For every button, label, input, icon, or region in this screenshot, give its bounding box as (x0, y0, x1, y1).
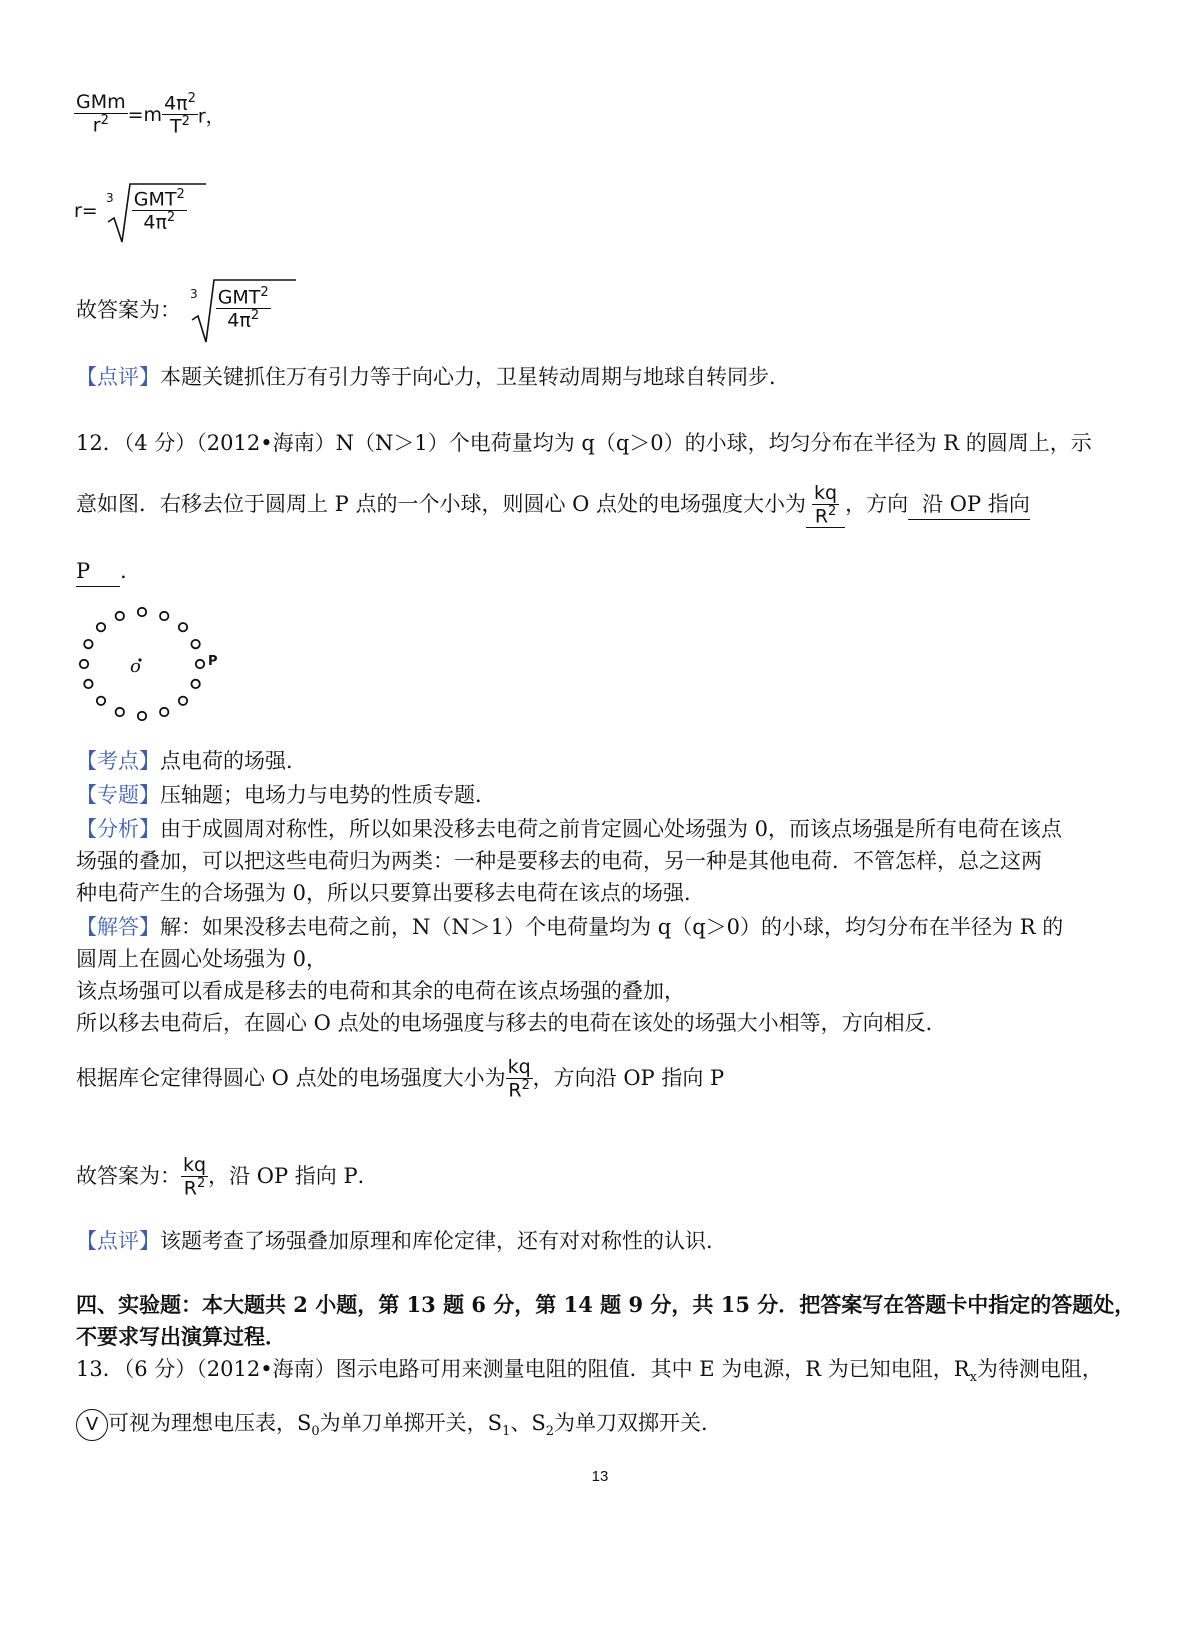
charge-ball (138, 608, 146, 616)
charge-ball (80, 660, 88, 668)
q12-stem-line3: P ． (76, 556, 141, 587)
q12-comment: 【点评】该题考查了场强叠加原理和库伦定律，还有对对称性的认识． (76, 1229, 727, 1253)
charge-ball (84, 680, 92, 688)
q12-fenxi-line1: 【分析】由于成圆周对称性，所以如果没移去电荷之前肯定圆心处场强为 0，而该点场强是所有电荷在该点 (76, 817, 1063, 841)
center-label-o: o (130, 656, 141, 677)
q12-jieda-line1: 【解答】解：如果没移去电荷之前，N（N＞1）个电荷量均为 q（q＞0）的小球，均匀分布在半径为 R 的 (76, 915, 1064, 939)
q13-line1: 13．（6 分）（2012•海南）图示电路可用来测量电阻的阻值．其中 E 为电源，R 为已知电阻，$R_x$为待测电阻， (76, 1357, 1103, 1386)
charge-ball-p (196, 660, 204, 668)
page-number: 13 (591, 1468, 609, 1485)
q11-comment: 【点评】本题关键抓住万有引力等于向心力，卫星转动周期与地球自转同步． (76, 365, 790, 389)
q12-jieda-line2: 圆周上在圆心处场强为 0， (76, 947, 328, 971)
radical-sign-icon (188, 276, 298, 346)
fraction-numerator: GMm (76, 91, 126, 114)
q12-stem-line2: 意如图．右移去位于圆周上 P 点的一个小球，则圆心 O 点处的电场强度大小为 $\frac{kq}{R^2}$ ，方向 沿 OP 指向 (76, 482, 1030, 528)
charge-ball (116, 708, 124, 716)
fraction-gmm-r2: $\frac{\text{GMm}}{r^2}$ (76, 91, 126, 137)
svg-text:3: 3 (189, 287, 198, 301)
charge-ball (179, 697, 187, 705)
charge-ball (138, 712, 146, 720)
q12-stem-line1: 12．（4 分）（2012•海南）N（N＞1）个电荷量均为 q（q＞0）的小球，均匀分布在半径为 R 的圆周上，示 (76, 431, 1092, 455)
charge-ball (191, 640, 199, 648)
cube-root: 3 $\frac{GMT^2}{4\pi^2}$ (104, 188, 187, 234)
section4-heading-line2: 不要求写出演算过程． (76, 1324, 286, 1349)
charge-ball (84, 640, 92, 648)
q12-jieda-line4: 所以移去电荷后，在圆心 O 点处的电场强度与移去的电荷在该处的场强大小相等，方向相反． (76, 1011, 947, 1035)
q12-fenxi-line2: 场强的叠加，可以把这些电荷归为两类：一种是要移去的电荷，另一种是其他电荷．不管怎样，总之这两 (76, 849, 1042, 873)
charge-ball (160, 708, 168, 716)
point-label-p: P (208, 654, 218, 669)
charge-ball (160, 612, 168, 620)
charge-ball (179, 623, 187, 631)
cube-root-answer: 3 $\frac{GMT^2}{4\pi^2}$ (188, 286, 271, 332)
section4-heading-line1: 四、实验题：本大题共 2 小题，第 13 题 6 分，第 14 题 9 分，共 15 分．把答案写在答题卡中指定的答题处， (76, 1292, 1136, 1317)
formula-gravity-equation: $\frac{\text{GMm}}{r^2}$ =m $\frac{4\pi^2}{T^2}$ r， (76, 91, 225, 138)
q12-kaodian: 【考点】点电荷的场强． (76, 749, 307, 773)
fraction-4pi2-t2: $\frac{4\pi^2}{T^2}$ (164, 91, 196, 138)
q12-answer: 故答案为： $\frac{kq}{R^2}$ ，沿 OP 指向 P． (76, 1154, 379, 1200)
q12-fenxi-line3: 种电荷产生的合场强为 0，所以只要算出要移去电荷在该点的场强． (76, 881, 706, 905)
q13-line2: V 可视为理想电压表，$S_0$为单刀单掷开关，$S_1$、$S_2$为单刀双掷开关． (76, 1408, 722, 1447)
q12-jieda-line5: 根据库仑定律得圆心 O 点处的电场强度大小为 $\frac{kq}{R^2}$ ，方向沿 OP 指向 P (76, 1056, 725, 1102)
charge-ball (97, 623, 105, 631)
q11-answer: 故答案为： 3 $\frac{GMT^2}{4\pi^2}$ (76, 286, 271, 332)
q12-jieda-line3: 该点场强可以看成是移去的电荷和其余的电荷在该点场强的叠加， (76, 979, 685, 1003)
charge-ring-figure (76, 598, 236, 728)
radical-sign-icon (104, 180, 208, 246)
svg-text:3: 3 (105, 191, 114, 205)
charge-ball (191, 680, 199, 688)
formula-radius: r= 3 $\frac{GMT^2}{4\pi^2}$ (74, 188, 187, 234)
voltmeter-icon: V (76, 1409, 108, 1441)
q12-zhuanti: 【专题】压轴题；电场力与电势的性质专题． (76, 783, 496, 807)
answer-blank-1: $\frac{kq}{R^2}$ (806, 484, 845, 528)
charge-ball (97, 697, 105, 705)
answer-blank-2: 沿 OP 指向 (908, 489, 1030, 520)
charge-ball (116, 612, 124, 620)
